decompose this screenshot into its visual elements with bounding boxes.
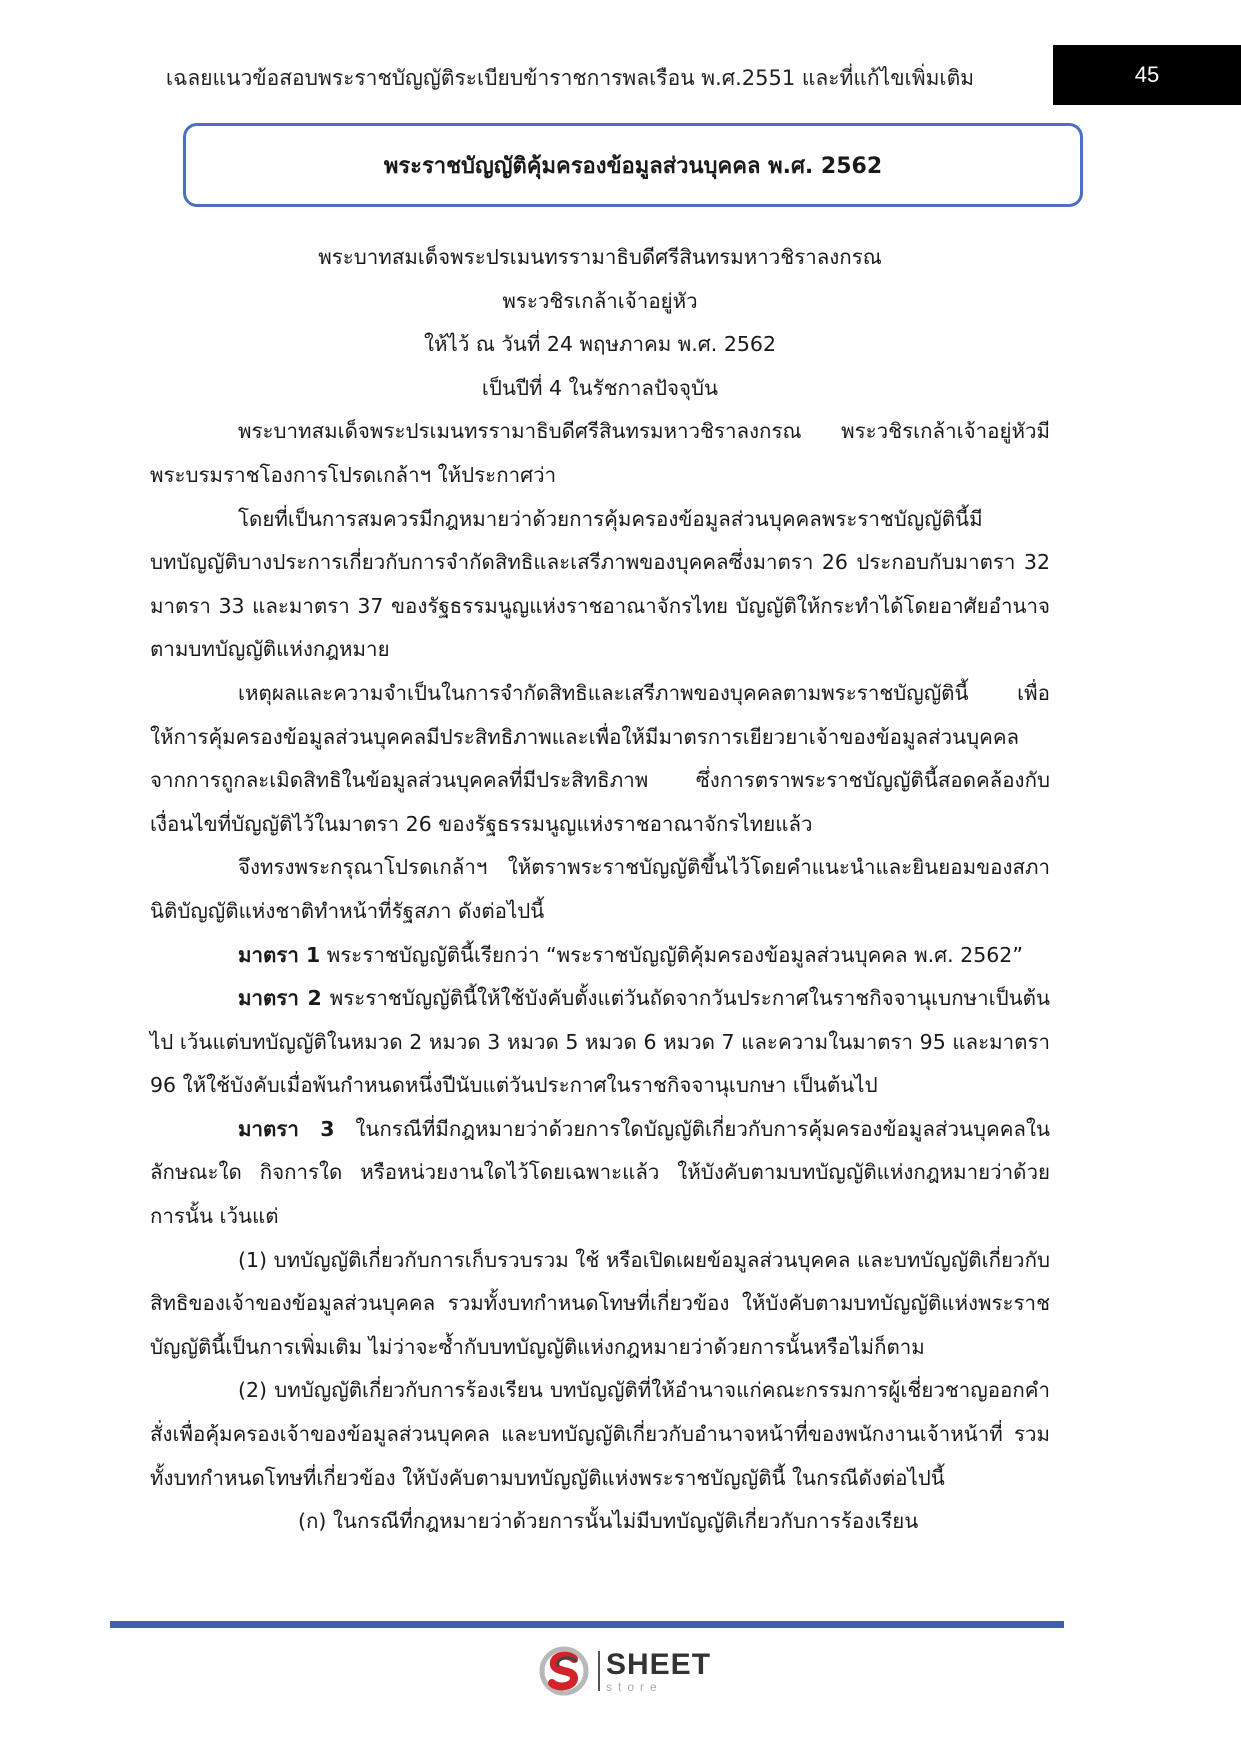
logo-text xyxy=(606,1647,712,1694)
sheet-s-logo-icon xyxy=(538,1645,590,1697)
sheet-store-logo xyxy=(538,1645,711,1697)
subitem: (2) บทบัญญัติเกี่ยวกับการร้องเรียน บทบัญญัติที่ให้อำนาจแก่คณะกรรมการผู้เชี่ยวชาญออกคำสั่งเพื่อคุ้มครองเจ้าของข้อมูลส่วนบุคคล และบทบัญญัติเกี่ยวกับอำนาจหน้าที่ของพนักงานเจ้าหน้าที่ รวมทั้งบทกำหนดโทษที่เกี่ยวข้อง ให้บังคับตามบทบัญญัติแห่งพระราชบัญญัตินี้ ในกรณีดังต่อไปนี้ xyxy=(150,1378,1050,1490)
section-text: พระราชบัญญัตินี้ให้ใช้บังคับตั้งแต่วันถัดจากวันประกาศในราชกิจจานุเบกษาเป็นต้นไป เว้นแต่บทบัญญัติในหมวด 2 หมวด 3 หมวด 5 หมวด 6 หมวด 7 และความในมาตรา 95 และมาตรา 96 ให้ใช้บังคับเมื่อพ้นกำหนดหนึ่งปีนับแต่วันประกาศในราชกิจจานุเบกษา เป็นต้นไป xyxy=(150,986,1050,1098)
preamble-line: พระวชิรเกล้าเจ้าอยู่หัว xyxy=(502,288,698,313)
section-2 xyxy=(150,977,1050,1108)
document-title: พระราชบัญญัติคุ้มครองข้อมูลส่วนบุคคล พ.ศ. 2562 xyxy=(383,153,883,179)
paragraph: จึงทรงพระกรุณาโปรดเกล้าฯ ให้ตราพระราชบัญญัติขึ้นไว้โดยคำแนะนำและยินยอมของสภานิติบัญญัติแห่งชาติทำหน้าที่รัฐสภา ดังต่อไปนี้ xyxy=(150,855,1050,923)
paragraph: โดยที่เป็นการสมควรมีกฎหมายว่าด้วยการคุ้มครองข้อมูลส่วนบุคคลพระราชบัญญัตินี้มีบทบัญญัติบางประการเกี่ยวกับการจำกัดสิทธิและเสรีภาพของบุคคลซึ่งมาตรา 26 ประกอบกับมาตรา 32 มาตรา 33 และมาตรา 37 ของรัฐธรรมนูญแห่งราชอาณาจักรไทย บัญญัติให้กระทำได้โดยอาศัยอำนาจตามบทบัญญัติแห่งกฎหมาย xyxy=(150,506,1050,662)
logo-separator xyxy=(598,1651,600,1691)
logo-word: SHEET xyxy=(606,1647,712,1681)
running-header: เฉลยแนวข้อสอบพระราชบัญญัติระเบียบข้าราชการพลเรือน พ.ศ.2551 และที่แก้ไขเพิ่มเติม xyxy=(165,66,975,90)
section-label: มาตรา 2 xyxy=(238,986,322,1011)
subitem-a: (ก) ในกรณีที่กฎหมายว่าด้วยการนั้นไม่มีบทบัญญัติเกี่ยวกับการร้องเรียน xyxy=(298,1509,919,1534)
logo-subword: store xyxy=(606,1679,663,1694)
paragraph: พระบาทสมเด็จพระปรเมนทรรามาธิบดีศรีสินทรมหาวชิราลงกรณ พระวชิรเกล้าเจ้าอยู่หัวมีพระบรมราชโองการโปรดเกล้าฯ ให้ประกาศว่า xyxy=(150,419,1050,487)
section-1 xyxy=(150,934,1050,978)
document-body xyxy=(150,236,1050,1544)
section-label: มาตรา 1 xyxy=(238,942,321,967)
preamble-line: ให้ไว้ ณ วันที่ 24 พฤษภาคม พ.ศ. 2562 xyxy=(423,332,776,357)
section-3 xyxy=(150,1108,1050,1239)
footer-rule xyxy=(110,1621,1064,1628)
preamble-line: เป็นปีที่ 4 ในรัชกาลปัจจุบัน xyxy=(481,375,719,400)
section-text: พระราชบัญญัตินี้เรียกว่า “พระราชบัญญัติคุ้มครองข้อมูลส่วนบุคคล พ.ศ. 2562” xyxy=(320,942,1023,967)
paragraph: เหตุผลและความจำเป็นในการจำกัดสิทธิและเสรีภาพของบุคคลตามพระราชบัญญัตินี้ เพื่อให้การคุ้มครองข้อมูลส่วนบุคคลมีประสิทธิภาพและเพื่อให้มีมาตรการเยียวยาเจ้าของข้อมูลส่วนบุคคลจากการถูกละเมิดสิทธิในข้อมูลส่วนบุคคลที่มีประสิทธิภาพ ซึ่งการตราพระราชบัญญัตินี้สอดคล้องกับเงื่อนไขที่บัญญัติไว้ในมาตรา 26 ของรัฐธรรมนูญแห่งราชอาณาจักรไทยแล้ว xyxy=(150,680,1050,836)
section-label: มาตรา 3 xyxy=(238,1116,335,1141)
page-number: 45 xyxy=(1053,45,1241,105)
preamble-line: พระบาทสมเด็จพระปรเมนทรรามาธิบดีศรีสินทรมหาวชิราลงกรณ xyxy=(318,245,882,269)
document-title-box xyxy=(183,123,1083,207)
subitem: (1) บทบัญญัติเกี่ยวกับการเก็บรวบรวม ใช้ หรือเปิดเผยข้อมูลส่วนบุคคล และบทบัญญัติเกี่ยวกับสิทธิของเจ้าของข้อมูลส่วนบุคคล รวมทั้งบทกำหนดโทษที่เกี่ยวข้อง ให้บังคับตามบทบัญญัติแห่งพระราชบัญญัตินี้เป็นการเพิ่มเติม ไม่ว่าจะซ้ำกับบทบัญญัติแห่งกฎหมายว่าด้วยการนั้นหรือไม่ก็ตาม xyxy=(150,1247,1050,1359)
section-text: ในกรณีที่มีกฎหมายว่าด้วยการใดบัญญัติเกี่ยวกับการคุ้มครองข้อมูลส่วนบุคคลในลักษณะใด กิจการใด หรือหน่วยงานใดไว้โดยเฉพาะแล้ว ให้บังคับตามบทบัญญัติแห่งกฎหมายว่าด้วยการนั้น เว้นแต่ xyxy=(150,1116,1050,1229)
